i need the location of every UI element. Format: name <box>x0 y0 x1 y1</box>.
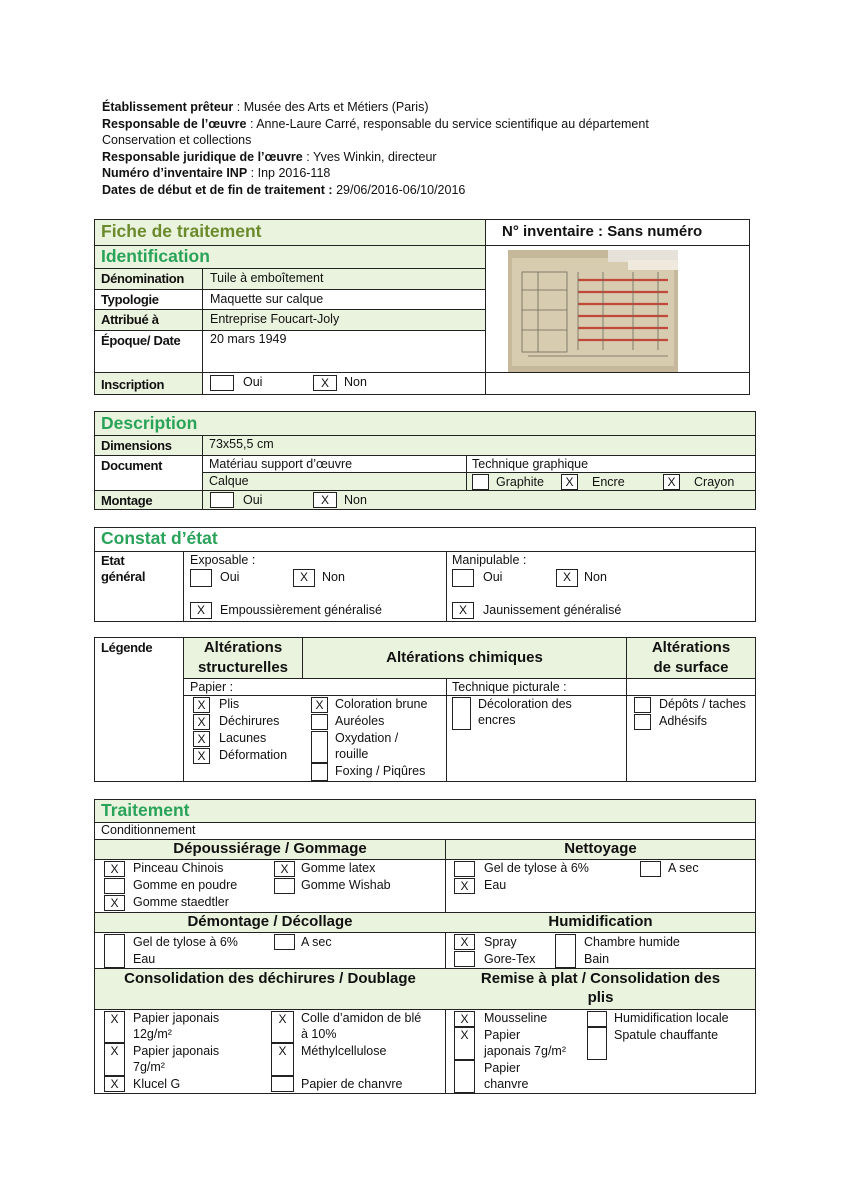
materiau-value: Calque <box>209 474 249 488</box>
colle-checkbox[interactable]: X <box>271 1011 294 1043</box>
oxydation-label-1: Oxydation / <box>335 731 399 745</box>
surf-title-2: de surface <box>653 659 729 676</box>
traitement-title: Traitement <box>101 800 190 820</box>
eau-checkbox[interactable]: X <box>454 878 475 894</box>
remise-title-2: plis <box>587 989 614 1006</box>
crayon-checkbox[interactable]: X <box>663 474 680 490</box>
lacunes-checkbox[interactable]: X <box>193 731 210 747</box>
papier-japonais-label-1: Papier <box>484 1028 521 1042</box>
a-sec2-checkbox[interactable] <box>274 934 295 950</box>
exposable-oui-label: Oui <box>220 570 240 584</box>
struct-title-1: Altérations <box>203 639 283 656</box>
pj12-label-1: Papier japonais <box>133 1011 220 1025</box>
bain-label: Bain <box>584 952 610 966</box>
gomme-poudre-label: Gomme en poudre <box>133 878 238 892</box>
remise-title-1: Remise à plat / Consolidation des <box>480 970 721 987</box>
adhesifs-label: Adhésifs <box>659 714 707 728</box>
manipulable-non-checkbox[interactable]: X <box>556 569 578 587</box>
papier-label: Papier : <box>190 680 234 694</box>
inscription-label: Inscription <box>101 377 165 392</box>
papier-chanvre-label-1: Papier <box>484 1061 521 1075</box>
a-sec-label: A sec <box>668 861 699 875</box>
spatule-label: Spatule chauffante <box>614 1028 719 1042</box>
decoloration-checkbox[interactable] <box>452 697 471 730</box>
jaunissement-label: Jaunissement généralisé <box>483 603 622 617</box>
attribue-value: Entreprise Foucart-Joly <box>210 312 340 326</box>
technique-label: Technique graphique <box>472 457 589 471</box>
deformation-label: Déformation <box>219 748 288 762</box>
depots-label: Dépôts / taches <box>659 697 746 711</box>
consolidation-title: Consolidation des déchirures / Doublage <box>124 970 416 987</box>
graphite-checkbox[interactable] <box>472 474 489 490</box>
goretex-checkbox[interactable] <box>454 951 475 967</box>
demontage-title: Démontage / Décollage <box>187 913 353 930</box>
pj7-label-1: Papier japonais <box>133 1044 220 1058</box>
foxing-label: Foxing / Piqûres <box>335 764 426 778</box>
typologie-label: Typologie <box>101 292 159 307</box>
montage-oui-checkbox[interactable] <box>210 492 234 508</box>
colle-label-1: Colle d’amidon de blé <box>301 1011 422 1025</box>
dechirures-checkbox[interactable]: X <box>193 714 210 730</box>
exposable-non-label: Non <box>322 570 345 584</box>
a-sec2-label: A sec <box>301 935 332 949</box>
chim-title: Altérations chimiques <box>386 649 543 666</box>
inventaire-label: N° inventaire : Sans numéro <box>502 223 703 240</box>
coloration-checkbox[interactable]: X <box>311 697 328 713</box>
identification-title: Identification <box>101 246 210 266</box>
surf-title-1: Altérations <box>651 639 731 656</box>
denomination-label: Dénomination <box>101 271 185 286</box>
papier-chanvre-label-2: chanvre <box>484 1077 529 1091</box>
decoloration-label-1: Décoloration des <box>478 697 572 711</box>
struct-title-2: structurelles <box>197 659 289 676</box>
typologie-value: Maquette sur calque <box>210 292 324 306</box>
gel-tylose-label: Gel de tylose à 6% <box>484 861 589 875</box>
spatule-checkbox[interactable] <box>587 1027 607 1060</box>
manipulable-non-label: Non <box>584 570 607 584</box>
general-label: général <box>101 569 146 584</box>
klucel-label: Klucel G <box>133 1077 181 1091</box>
oxydation-checkbox[interactable] <box>311 731 328 763</box>
methyl-label: Méthylcellulose <box>301 1044 387 1058</box>
pj7-checkbox[interactable]: X <box>104 1043 125 1076</box>
conditionnement-label: Conditionnement <box>101 823 196 837</box>
adhesifs-checkbox[interactable] <box>634 714 651 730</box>
spray-label: Spray <box>484 935 517 949</box>
a-sec-checkbox[interactable] <box>640 861 661 877</box>
epoque-label: Époque/ Date <box>101 333 181 348</box>
exposable-label: Exposable : <box>190 553 256 567</box>
constat-title: Constat d’état <box>101 528 218 548</box>
encre-label: Encre <box>592 475 625 489</box>
goretex-label: Gore-Tex <box>484 952 536 966</box>
methyl-checkbox[interactable]: X <box>271 1043 294 1076</box>
eau2-label: Eau <box>133 952 156 966</box>
nettoyage-title: Nettoyage <box>564 840 637 857</box>
attribue-label: Attribué à <box>101 312 159 327</box>
empoussierement-label: Empoussièrement généralisé <box>220 603 382 617</box>
inscription-non-label: Non <box>344 375 367 389</box>
depoussierage-title: Dépoussiérage / Gommage <box>173 840 367 857</box>
legende-label: Légende <box>101 640 153 655</box>
aureoles-checkbox[interactable] <box>311 714 328 730</box>
gel-tylose2-label: Gel de tylose à 6% <box>133 935 238 949</box>
montage-non-checkbox[interactable]: X <box>313 492 337 508</box>
denomination-value: Tuile à emboîtement <box>210 271 324 285</box>
montage-non-label: Non <box>344 493 367 507</box>
manipulable-oui-label: Oui <box>483 570 503 584</box>
gomme-latex-checkbox[interactable]: X <box>274 861 295 877</box>
deformation-checkbox[interactable]: X <box>193 748 210 764</box>
lacunes-label: Lacunes <box>219 731 267 745</box>
papier-chanvre-checkbox[interactable] <box>454 1060 475 1093</box>
aureoles-label: Auréoles <box>335 714 385 728</box>
gomme-wishab-checkbox[interactable] <box>274 878 295 894</box>
mousseline-label: Mousseline <box>484 1011 548 1025</box>
exposable-non-checkbox[interactable]: X <box>293 569 315 587</box>
chambre-checkbox[interactable] <box>555 934 576 968</box>
colle-label-2: à 10% <box>301 1027 337 1041</box>
gomme-latex-label: Gomme latex <box>301 861 376 875</box>
fiche-title: Fiche de traitement <box>101 221 262 241</box>
dechirures-label: Déchirures <box>219 714 280 728</box>
decoloration-label-2: encres <box>478 713 516 727</box>
manipulable-label: Manipulable : <box>452 553 527 567</box>
pinceau-label: Pinceau Chinois <box>133 861 224 875</box>
description-title: Description <box>101 413 198 433</box>
inscription-non-checkbox[interactable]: X <box>313 375 337 391</box>
gomme-poudre-checkbox[interactable] <box>104 878 125 894</box>
humid-locale-label: Humidification locale <box>614 1011 729 1025</box>
eau-label: Eau <box>484 878 507 892</box>
chanvre-label: Papier de chanvre <box>301 1077 403 1091</box>
oxydation-label-2: rouille <box>335 747 369 761</box>
chanvre-checkbox[interactable] <box>271 1076 294 1092</box>
papier-japonais-label-2: japonais 7g/m² <box>484 1044 566 1058</box>
spray-checkbox[interactable]: X <box>454 934 475 950</box>
montage-oui-label: Oui <box>243 493 263 507</box>
materiau-label: Matériau support d’œuvre <box>209 457 353 471</box>
inscription-oui-checkbox[interactable] <box>210 375 234 391</box>
empoussierement-checkbox[interactable]: X <box>190 602 212 619</box>
plis-label: Plis <box>219 697 240 711</box>
humidification-title: Humidification <box>548 913 653 930</box>
exposable-oui-checkbox[interactable] <box>190 569 212 587</box>
depots-checkbox[interactable] <box>634 697 651 713</box>
header-block: Établissement prêteur : Musée des Arts et Métiers (Paris) Responsable de l’œuvre : Anne-Laure Carré, responsable du service scientifique au département Conservation et collections Responsable juridique de l’œuvre : Yves Winkin, directeur Numéro d’inventaire INP : Inp 2016-118 Dates de début et de fin de traitement : 29/06/2016-06/10/2016 <box>102 100 649 197</box>
mousseline-checkbox[interactable]: X <box>454 1011 475 1027</box>
dimensions-label: Dimensions <box>101 438 172 453</box>
pj12-checkbox[interactable]: X <box>104 1011 125 1043</box>
manipulable-oui-checkbox[interactable] <box>452 569 474 587</box>
etat-label: Etat <box>101 553 125 568</box>
pj12-label-2: 12g/m² <box>133 1027 172 1041</box>
staedtler-checkbox[interactable]: X <box>104 895 125 911</box>
epoque-value: 20 mars 1949 <box>210 332 287 346</box>
gomme-wishab-label: Gomme Wishab <box>301 878 391 892</box>
dimensions-value: 73x55,5 cm <box>209 437 274 451</box>
encre-checkbox[interactable]: X <box>561 474 578 490</box>
staedtler-label: Gomme staedtler <box>133 895 229 909</box>
papier-japonais-checkbox[interactable]: X <box>454 1027 475 1060</box>
klucel-checkbox[interactable]: X <box>104 1076 125 1092</box>
humid-locale-checkbox[interactable] <box>587 1011 607 1027</box>
pinceau-checkbox[interactable]: X <box>104 861 125 877</box>
gel-tylose2-checkbox[interactable] <box>104 934 125 968</box>
coloration-label: Coloration brune <box>335 697 428 711</box>
pj7-label-2: 7g/m² <box>133 1060 165 1074</box>
document-label: Document <box>101 458 163 473</box>
gel-tylose-checkbox[interactable] <box>454 861 475 877</box>
graphite-label: Graphite <box>496 475 544 489</box>
object-photo <box>508 250 678 372</box>
inscription-oui-label: Oui <box>243 375 263 389</box>
crayon-label: Crayon <box>694 475 735 489</box>
jaunissement-checkbox[interactable]: X <box>452 602 474 619</box>
montage-label: Montage <box>101 493 153 508</box>
technique-picturale-label: Technique picturale : <box>452 680 567 694</box>
foxing-checkbox[interactable] <box>311 763 328 781</box>
plis-checkbox[interactable]: X <box>193 697 210 713</box>
chambre-label: Chambre humide <box>584 935 680 949</box>
